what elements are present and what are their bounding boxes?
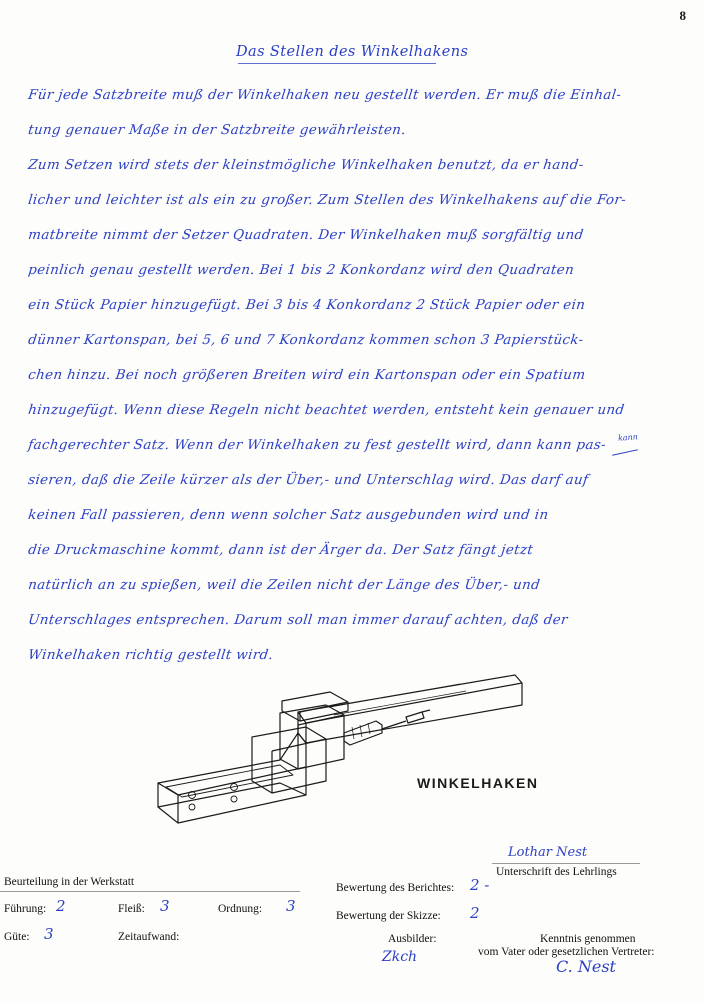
field-label-fuehrung: Führung: [4, 903, 47, 915]
apprentice-signature-caption: Unterschrift des Lehrlings [496, 866, 617, 878]
body-line: matbreite nimmt der Setzer Quadraten. Der Winkelhaken muß sorgfältig und [27, 228, 585, 243]
sketch-grade-value: 2 [470, 904, 480, 922]
report-grade-label: Bewertung des Berichtes: [336, 882, 455, 894]
sketch-grade-label: Bewertung der Skizze: [336, 910, 441, 922]
field-label-zeitaufwand: Zeitaufwand: [118, 931, 180, 943]
workshop-rule [0, 891, 300, 892]
trainer-label: Ausbilder: [388, 933, 437, 945]
report-grade-value: 2 - [470, 876, 490, 894]
field-value-ordnung: 3 [286, 897, 296, 915]
body-line: ein Stück Papier hinzugefügt. Bei 3 bis 4 Konkordanz 2 Stück Papier oder ein [27, 298, 587, 313]
body-line: Winkelhaken richtig gestellt wird. [27, 648, 275, 663]
title-underline [238, 63, 436, 64]
apprentice-signature: Lothar Nest [508, 845, 588, 860]
body-line: peinlich genau gestellt werden. Bei 1 bis 2 Konkordanz wird den Quadraten [27, 263, 575, 278]
handwritten-body [26, 78, 678, 673]
parent-signature: C. Nest [556, 957, 616, 976]
body-line: hinzugefügt. Wenn diese Regeln nicht beachtet werden, entsteht kein genauer und [27, 403, 626, 418]
field-label-ordnung: Ordnung: [218, 903, 263, 915]
body-line: Unterschlages entsprechen. Darum soll man immer darauf achten, daß der [27, 613, 569, 628]
drawing-caption: WINKELHAKEN [417, 775, 539, 791]
body-line: chen hinzu. Bei noch größeren Breiten wird ein Kartonspan oder ein Spatium [27, 368, 587, 383]
inserted-correction: kann [617, 432, 639, 443]
parent-note-line1: Kenntnis genommen [540, 933, 636, 945]
assessment-footer [0, 845, 704, 1003]
body-line: Für jede Satzbreite muß der Winkelhaken neu gestellt werden. Er muß die Einhal- [27, 88, 623, 103]
field-value-guete: 3 [44, 925, 54, 943]
page-number: 8 [679, 8, 686, 23]
page-title: Das Stellen des Winkelhakens [236, 44, 469, 60]
workshop-heading: Beurteilung in der Werkstatt [4, 876, 135, 888]
field-label-guete: Güte: [4, 931, 30, 943]
body-line: sieren, daß die Zeile kürzer als der Über,- und Unterschlag wird. Das darf auf [27, 473, 590, 488]
winkelhaken-sketch [130, 655, 560, 855]
body-line: licher und leichter ist als ein zu großer. Zum Stellen des Winkelhakens auf die For- [27, 193, 628, 208]
body-line: fachgerechter Satz. Wenn der Winkelhaken zu fest gestellt wird, dann kann pas- [27, 438, 607, 453]
technical-drawing [130, 655, 560, 855]
body-line: die Druckmaschine kommt, dann ist der Ärger da. Der Satz fängt jetzt [27, 543, 535, 558]
field-value-fleiss: 3 [160, 897, 170, 915]
body-line: natürlich an zu spießen, weil die Zeilen nicht der Länge des Über,- und [27, 578, 542, 593]
field-label-fleiss: Fleiß: [118, 903, 145, 915]
signature-rule [492, 863, 640, 864]
body-line: tung genauer Maße in der Satzbreite gewährleisten. [27, 123, 407, 138]
body-line: keinen Fall passieren, denn wenn solcher Satz ausgebunden wird und in [27, 508, 550, 523]
field-value-fuehrung: 2 [56, 897, 66, 915]
parent-note-line2: vom Vater oder gesetzlichen Vertreter: [478, 946, 655, 958]
body-line: dünner Kartonspan, bei 5, 6 und 7 Konkordanz kommen schon 3 Papierstück- [27, 333, 585, 348]
body-line: Zum Setzen wird stets der kleinstmögliche Winkelhaken benutzt, da er hand- [27, 158, 585, 173]
trainer-signature: Zkch [382, 949, 418, 965]
